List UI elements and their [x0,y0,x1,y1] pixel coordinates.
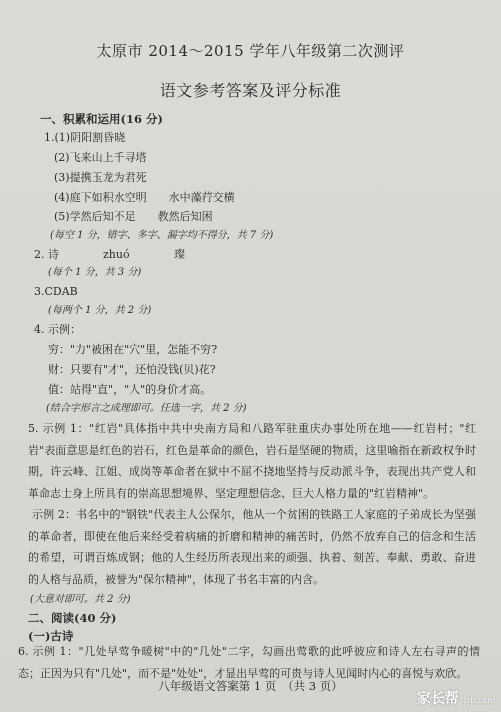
q6-example: 6. 示例 1："几处早莺争暖树"中的"几处"二字，勾画出莺歌的此呼彼应和诗人左右寻声的情态；正因为只有"几处"，而不是"处处"，才显出早莺的可贵与诗人见闻时内心的喜悦与欢欣。 [18,645,480,680]
q4-scoring-note: (结合字形言之成理即可。任选一字，共 2 分) [46,403,247,414]
q1-line: (5)学然后知不足 教然后知困 [54,210,213,223]
q1-scoring-note: (每空 1 分，错字、多字、漏字均不得分，共 7 分) [50,230,274,241]
q1-line: 1.(1)阴阳割昏晓 [44,131,126,144]
q1-line: (2)飞来山上千寻塔 [54,151,147,164]
q5-example-1: 5. 示例 1："红岩"具体指中共中央南方局和八路军驻重庆办事处所在地——红岩村；"红岩"表面意思是红色的岩石，红色是革命的颜色，岩石是坚硬的物质，这里喻指在新政权争时期，许云峰、江姐、成岗等革命者在狱中不屈不挠地坚持与反动派斗争，表现出共产党人和革命志士身上所具有的崇高思想境界、坚定理想信念、巨大人格力量的"红岩精神"。 [28,422,476,500]
q2-label: 2. 诗 [34,248,59,261]
q4-label: 4. 示例： [34,323,81,336]
q2-scoring-note: (每个 1 分，共 3 分) [48,267,142,278]
page-footer: 八年级语文答案第 1 页 （共 3 页） [158,679,343,693]
page-title: 太原市 2014～2015 学年八年级第二次测评 [96,42,405,60]
q4-item: 值：站得"直"，"人"的身价才高。 [48,383,212,396]
q1-line: (3)提携玉龙为君死 [54,171,147,184]
q5-scoring-note: (大意对即可。共 2 分) [30,594,131,605]
q4-item: 穷："力"被困在"穴"里，怎能不穷? [48,343,218,356]
q5-example-2: 示例 2：书名中的"钢铁"代表主人公保尔，他从一个贫困的铁路工人家庭的子弟成长为坚强的革命者，即使在他后来经受着病痛的折磨和精神的痛苦时，仍然不放弃自己的信念和生活的希望，可谓百炼成钢；他的人生经历所表现出来的顽强、执着、刻苦、奉献、勇敢、奋进的人格与品质，被誉为"保尔精神"，体现了书名丰富的内含。 [28,508,476,586]
q2-answer-char: 璨 [174,248,185,261]
q3-scoring-note: (每两个 1 分，共 2 分) [48,305,152,316]
section-heading-1: 一、积累和运用(16 分) [40,112,163,126]
watermark-logo [417,688,495,708]
watermark-brand: 家长帮 [416,691,459,707]
q3-answer: 3.CDAB [34,285,78,298]
q4-item: 财：只要有"才"，还怕没钱(贝)花? [48,363,216,376]
section-subheading: (一)古诗 [28,629,74,643]
q2-answer-pinyin: zhuó [103,248,130,261]
page-subtitle: 语文参考答案及评分标准 [159,81,342,100]
section-heading-2: 二、阅读(40 分) [28,611,117,625]
q1-line: (4)庭下如积水空明 水中藻荇交横 [54,191,235,204]
watermark-site: jzb.com [463,696,495,705]
